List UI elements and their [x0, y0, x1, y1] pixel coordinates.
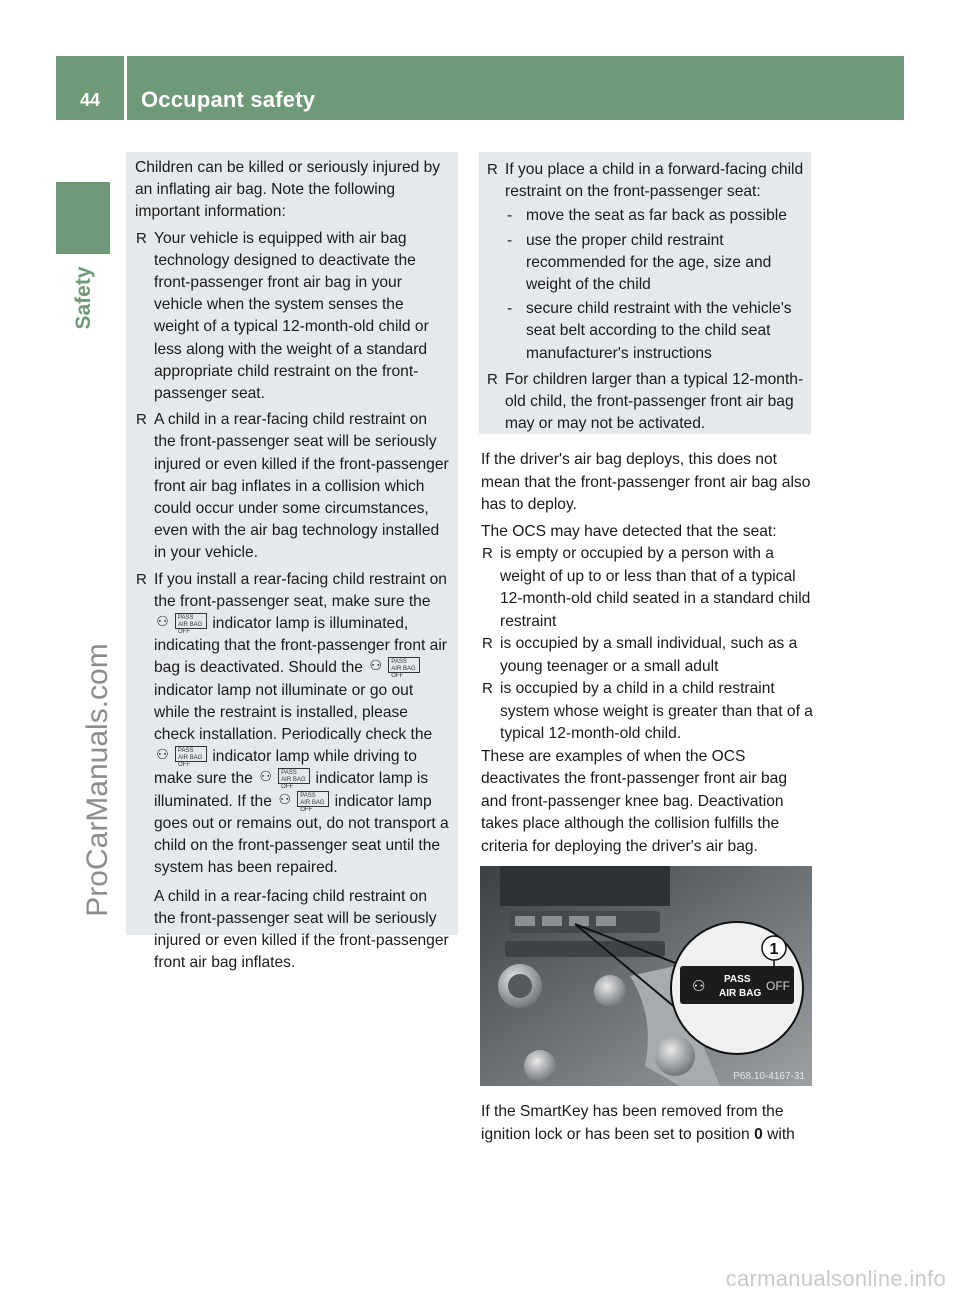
airbag-off-indicator-icon: ⚇ PASS AIR BAG OFF [367, 657, 421, 675]
bullet-marker: R [487, 370, 498, 388]
warning-box-right [479, 152, 811, 434]
airbag-off-indicator-icon: ⚇ PASS AIR BAG OFF [154, 613, 208, 631]
airbag-off-indicator-icon: ⚇ PASS AIR BAG OFF [276, 791, 330, 809]
list-item [135, 409, 452, 564]
bullet-text: indicator lamp goes out or remains out, do not transport a child on the front-passenger seat until the system has been repaired. [154, 792, 449, 877]
figure-label-pass: PASS [724, 974, 751, 985]
callout-number: 1 [769, 941, 779, 958]
warning-intro: Children can be killed or seriously injured by an inflating air bag. Note the following important information: [135, 159, 441, 221]
bullet-text: For children larger than a typical 12-month-old child, the front-passenger front air bag may or may not be activated. [505, 370, 804, 433]
section-tab [56, 182, 110, 254]
console-photo [480, 866, 812, 1086]
paragraph: If the driver's air bag deploys, this does not mean that the front-passenger front air bag also has to deploy. [481, 451, 811, 513]
figure-code: P68.10-4167-31 [733, 1071, 805, 1082]
bullet-marker: R [136, 570, 147, 588]
bullet-text: indicator lamp is illuminated, indicating that the front-passenger front air bag is deactivated. Should the [154, 615, 447, 677]
figure-label-off: OFF [766, 979, 790, 993]
bullet-marker: R [487, 161, 498, 178]
body-text-end [481, 1101, 813, 1146]
sub-item-text: move the seat as far back as possible [526, 207, 787, 225]
body-text [481, 449, 813, 858]
list-item [481, 543, 813, 633]
footer-watermark: carmanualsonline.info [725, 1266, 946, 1291]
figure-label-airbag: AIR BAG [719, 988, 762, 999]
list-item [135, 569, 452, 975]
sub-list-item [486, 230, 805, 297]
bullet-text: indicator lamp not illuminate or go out while the restraint is installed, please check installation. Periodically check the [154, 681, 433, 744]
bullet-marker: R [136, 411, 147, 429]
page-number: 44 [79, 90, 101, 110]
sub-item-text: use the proper child restraint recommended for the age, size and weight of the child [526, 231, 772, 294]
dash-marker: - [507, 300, 513, 318]
paragraph: If the SmartKey has been removed from the ignition lock or has been set to position 0 with [481, 1103, 795, 1143]
bullet-text: is empty or occupied by a person with a weight of up to or less than that of a typical 12-month-old child seated in a standard child restraint [500, 545, 811, 630]
airbag-person-icon: ⚇ [692, 978, 706, 995]
warning-outro: A child in a rear-facing child restraint on the front-passenger seat will be seriously injured or even killed if the front-passenger front air bag inflates. [154, 887, 449, 972]
console-illustration [480, 866, 812, 1086]
bullet-text: indicator lamp is illuminated. If the [154, 770, 429, 810]
dash-marker: - [507, 207, 513, 225]
section-label: Safety [72, 266, 95, 330]
airbag-off-indicator-icon: ⚇ PASS AIR BAG OFF [257, 768, 311, 786]
list-item [481, 633, 813, 678]
side-watermark: ProCarManuals.com [81, 643, 114, 917]
bullet-text: Your vehicle is equipped with air bag technology designed to deactivate the front-passenger front air bag in your vehicle when the system senses the weight of a typical 12-month-old child or less along with the weight of a standard appropriate child restraint on the front-passenger seat. [154, 229, 429, 403]
airbag-off-indicator-icon: ⚇ PASS AIR BAG OFF [154, 746, 208, 764]
paragraph: These are examples of when the OCS deactivates the front-passenger front air bag and front-passenger knee bag. Deactivation takes place although the collision fulfills the criteria for deploying the driver's air bag. [481, 747, 787, 855]
list-item [486, 159, 805, 203]
bullet-text: A child in a rear-facing child restraint on the front-passenger seat will be seriously injured or even killed if the front-passenger front air bag inflates in a collision which could occur under some circumstances, even with the air bag technology installed in your vehicle. [154, 411, 449, 562]
sub-item-text: secure child restraint with the vehicle's seat belt according to the child seat manufacturer's instructions [526, 300, 792, 362]
bullet-text: If you place a child in a forward-facing child restraint on the front-passenger seat: [505, 161, 804, 201]
warning-box-left [126, 152, 458, 972]
bullet-text: is occupied by a small individual, such as a young teenager or a small adult [500, 635, 798, 675]
bullet-marker: R [136, 229, 147, 247]
list-item [486, 369, 805, 436]
sub-list-item [486, 298, 805, 365]
dash-marker: - [507, 231, 513, 249]
bullet-text: is occupied by a child in a child restraint system whose weight is greater than that of a typical 12-month-old child. [500, 680, 813, 742]
header-divider [124, 56, 127, 120]
sub-list-item [486, 205, 805, 227]
bullet-text: If you install a rear-facing child restraint on the front-passenger seat, make sure the [154, 570, 447, 610]
bullet-marker: R [482, 545, 493, 562]
paragraph: The OCS may have detected that the seat: [481, 522, 777, 540]
list-item [481, 678, 813, 746]
list-item [135, 228, 452, 406]
bullet-text: indicator lamp while driving to make sure the [154, 748, 417, 788]
bullet-marker: R [482, 680, 493, 697]
page-title: Occupant safety [141, 87, 316, 112]
bullet-marker: R [482, 635, 493, 652]
position-value: 0 [754, 1125, 763, 1143]
